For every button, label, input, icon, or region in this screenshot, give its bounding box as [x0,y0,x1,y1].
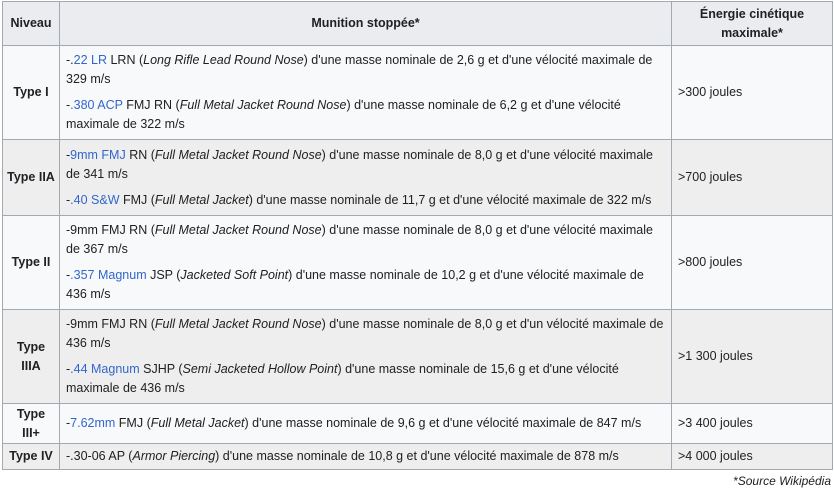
ammunition-entry [66,414,665,433]
table-row [3,140,833,216]
protection-levels-table-wrapper [2,1,832,470]
ammunition-cell [60,310,672,404]
entry-prefix: -.30-06 AP ( [66,449,133,463]
entry-prefix: -. [66,53,74,67]
entry-code: RN ( [125,147,155,162]
entry-specs: ) d'une masse nominale de 8,0 g et d'une vélocité maximale de 341 m/s [66,147,654,181]
entry-code: JSP ( [146,268,181,282]
caliber-link[interactable]: .40 S&W [70,192,120,207]
level-cell: Type IIIA [3,310,60,404]
entry-specs: ) d'une masse nominale de 9,6 g et d'une vélocité maximale de 847 m/s [244,416,642,430]
entry-full-name: Full Metal Jacket Round Nose [179,98,347,112]
caliber-link[interactable]: .380 ACP [70,98,123,112]
entry-specs: ) d'une masse nominale de 2,6 g et d'une vélocité maximale de 329 m/s [66,53,653,86]
ammunition-entry [66,315,665,353]
entry-code: SJHP ( [139,362,183,376]
entry-code: LRN ( [107,53,144,67]
table-row [3,46,833,140]
entry-full-name: Long Rifle Lead Round Nose [143,53,304,67]
ammunition-cell [60,216,672,310]
entry-specs: ) d'une masse nominale de 15,6 g et d'une vélocité maximale de 436 m/s [66,362,619,395]
header-level: Niveau [3,2,60,46]
entry-specs: ) d'une masse nominale de 11,7 g et d'une vélocité maximale de 322 m/s [248,192,652,207]
energy-cell: >3 400 joules [672,404,833,444]
ammunition-entry [66,191,665,210]
header-ammunition: Munition stoppée* [60,2,672,46]
ammunition-cell [60,404,672,444]
energy-cell: >300 joules [672,46,833,140]
caliber-link[interactable]: 22 LR [73,53,107,67]
entry-full-name: Jacketed Soft Point [180,268,289,282]
level-cell: Type IIA [3,140,60,216]
table-row [3,404,833,444]
entry-prefix: - [66,268,71,282]
entry-specs: ) d'une masse nominale de 10,2 g et d'une vélocité maximale de 436 m/s [66,268,644,301]
entry-full-name: Full Metal Jacket [150,416,245,430]
header-energy: Énergie cinétique maximale* [672,2,833,46]
ammunition-cell [60,444,672,470]
caliber-link[interactable]: .357 Magnum [70,268,147,282]
energy-cell: >4 000 joules [672,444,833,470]
source-note: *Source Wikipédia [733,474,831,488]
entry-full-name: Armor Piercing [132,449,216,463]
caliber-link[interactable]: 9mm FMJ [70,147,126,162]
entry-prefix: -9mm FMJ RN ( [66,317,155,331]
energy-cell: >1 300 joules [672,310,833,404]
ammunition-entry [66,221,665,259]
entry-full-name: Full Metal Jacket Round Nose [154,317,322,331]
entry-full-name: Full Metal Jacket Round Nose [154,223,322,237]
energy-cell: >800 joules [672,216,833,310]
ammunition-cell [60,46,672,140]
entry-code: FMJ RN ( [122,98,180,112]
ammunition-entry [66,360,665,398]
ammunition-cell [60,140,672,216]
level-cell: Type IV [3,444,60,470]
level-cell: Type I [3,46,60,140]
entry-specs: ) d'une masse nominale de 8,0 g et d'un vélocité maximale de 436 m/s [66,317,664,350]
entry-full-name: Full Metal Jacket [154,192,249,207]
entry-prefix: - [66,192,71,207]
ammunition-entry [66,447,665,466]
ammunition-entry [66,266,665,304]
table-row [3,216,833,310]
entry-prefix: - [66,416,71,430]
table-row [3,310,833,404]
ammunition-entry [66,51,665,89]
ammunition-entry [66,96,665,134]
caliber-link[interactable]: .44 Magnum [70,362,140,376]
protection-levels-table [2,1,833,470]
ammunition-entry [66,146,665,184]
caliber-link[interactable]: 7.62mm [70,416,116,430]
entry-code: FMJ ( [115,416,151,430]
entry-prefix: -9mm FMJ RN ( [66,223,155,237]
entry-specs: ) d'une masse nominale de 10,8 g et d'une vélocité maximale de 878 m/s [215,449,619,463]
energy-cell: >700 joules [672,140,833,216]
entry-prefix: - [66,147,71,162]
entry-specs: ) d'une masse nominale de 8,0 g et d'une vélocité maximale de 367 m/s [66,223,653,256]
level-cell: Type III+ [3,404,60,444]
entry-code: FMJ ( [119,192,155,207]
table-row [3,444,833,470]
entry-full-name: Full Metal Jacket Round Nose [154,147,322,162]
entry-prefix: - [66,98,71,112]
entry-full-name: Semi Jacketed Hollow Point [182,362,338,376]
level-cell: Type II [3,216,60,310]
entry-specs: ) d'une masse nominale de 6,2 g et d'une vélocité maximale de 322 m/s [66,98,621,131]
entry-prefix: - [66,362,71,376]
